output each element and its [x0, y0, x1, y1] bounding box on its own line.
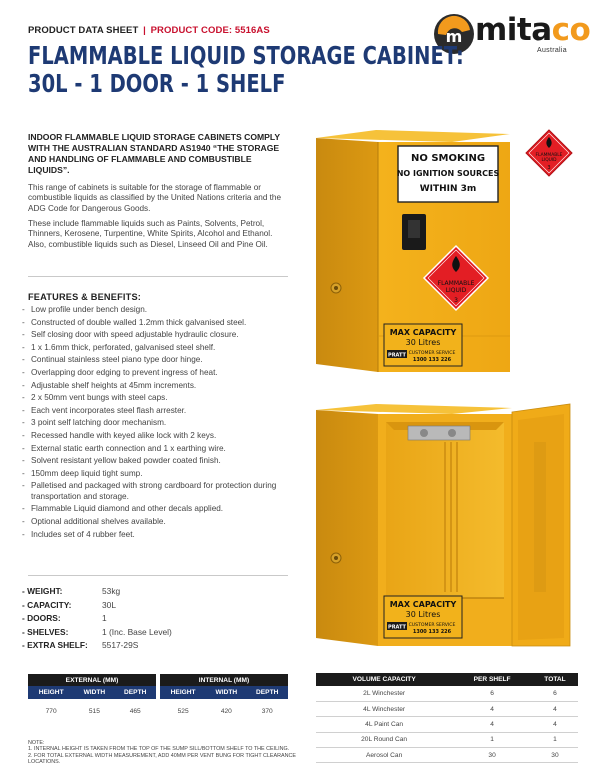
product-code: PRODUCT CODE: 5516AS	[150, 25, 270, 36]
capacity-cell: 30	[532, 748, 578, 763]
sign-line-3: WITHIN 3m	[419, 184, 477, 194]
spec-label: - WEIGHT:	[22, 586, 63, 596]
feature-item: - Low profile under bench design.	[22, 305, 290, 315]
feature-item: - Adjustable shelf heights at 45mm increments.	[22, 381, 290, 391]
capacity-cell: 6	[452, 686, 532, 701]
feature-item: - Flammable Liquid diamond and other decals applied.	[22, 504, 290, 514]
capacity-cell: 4	[452, 701, 532, 716]
brand-name: PRATT	[388, 624, 406, 631]
header-separator: |	[143, 25, 146, 36]
dim-column-header: HEIGHT	[28, 686, 74, 699]
table-row	[316, 732, 578, 747]
feature-item: - Continual stainless steel piano type door hinge.	[22, 355, 290, 365]
feature-item: - Includes set of 4 rubber feet.	[22, 530, 290, 540]
table-row	[316, 748, 578, 763]
features-list	[22, 305, 290, 542]
capacity-column-header: VOLUME CAPACITY	[316, 673, 452, 686]
table-row	[316, 701, 578, 716]
capacity-cell: Aerosol Can	[316, 748, 452, 763]
customer-service-phone: 1300 133 226	[412, 357, 452, 363]
spec-label: - CAPACITY:	[22, 599, 72, 610]
feature-item: - Constructed of double walled 1.2mm thick galvanised steel.	[22, 318, 290, 328]
intro-heading: INDOOR FLAMMABLE LIQUID STORAGE CABINETS COMPLY WITH THE AUSTRALIAN STANDARD AS1940 “THE STORAGE AND HANDLING OF FLAMMABLE AND COMBUSTIBLE LIQUIDS”.	[28, 132, 280, 175]
external-header: EXTERNAL (MM)	[28, 674, 156, 686]
dim-value: 770	[45, 707, 57, 715]
capacity-label-title: MAX CAPACITY	[389, 600, 457, 609]
feature-item: - 1 x 1.6mm thick, perforated, galvanised steel shelf.	[22, 343, 290, 353]
features-heading: FEATURES & BENEFITS:	[28, 292, 142, 302]
capacity-cell: 2L Winchester	[316, 686, 452, 701]
capacity-cell: 4	[452, 717, 532, 732]
sign-line-1: NO SMOKING	[410, 153, 486, 164]
notes-title: NOTE:	[28, 740, 45, 746]
notes	[28, 740, 308, 766]
capacity-label-value: 30 Litres	[405, 610, 441, 619]
divider	[28, 575, 288, 576]
feature-item: - Each vent incorporates steel flash arrester.	[22, 406, 290, 416]
note-line: 1. INTERNAL HEIGHT IS TAKEN FROM THE TOP OF THE SUMP SILL/BOTTOM SHELF TO THE CEILING.	[28, 746, 290, 753]
spec-label: - SHELVES:	[22, 626, 69, 637]
feature-item: - 150mm deep liquid tight sump.	[22, 469, 290, 479]
dim-column-header: WIDTH	[206, 686, 246, 699]
table-row	[316, 717, 578, 732]
diamond-class: 3	[454, 297, 458, 304]
closed-cabinet-image	[312, 128, 512, 376]
product-header	[28, 25, 270, 36]
dim-column-header: DEPTH	[246, 686, 288, 699]
cabinet-side	[316, 410, 378, 646]
spec-value: 5517-29S	[102, 640, 139, 650]
side-diamond-line-2: LIQUID	[541, 158, 557, 163]
dimensions-table	[28, 674, 288, 723]
flammable-liquid-diamond	[524, 128, 574, 178]
spec-value: 1	[102, 613, 107, 623]
table-row	[28, 699, 288, 723]
customer-service-phone: 1300 133 226	[412, 629, 452, 635]
diamond-line-2: LIQUID	[445, 287, 467, 294]
spec-label: - EXTRA SHELF:	[22, 640, 88, 650]
capacity-cell: 1	[452, 732, 532, 747]
intro-paragraph-1: This range of cabinets is suitable for the storage of flammable or combustible liquids as classified by the United Nations criteria and the ADG Code for Dangerous Goods.	[28, 183, 282, 213]
dim-value: 370	[261, 707, 273, 715]
capacity-cell: 1	[532, 732, 578, 747]
capacity-cell: 4L Winchester	[316, 701, 452, 716]
capacity-label-title: MAX CAPACITY	[389, 328, 457, 337]
sign-line-2: NO IGNITION SOURCES	[396, 169, 500, 178]
feature-item: - Self closing door with speed adjustable hydraulic closure.	[22, 330, 290, 340]
feature-item: - External static earth connection and 1 x earthing wire.	[22, 444, 290, 454]
capacity-cell: 20L Round Can	[316, 732, 452, 747]
dim-column-header: DEPTH	[114, 686, 156, 699]
intro-paragraph-2: These include flammable liquids such as Paints, Solvents, Petrol, Thinners, Kerosene, Turpentine, White Spirits, Alcohol and Ethanol. Also, combustible liquids such as Diesel, Linseed Oil and Pine Oil.	[28, 219, 273, 249]
capacity-cell: 6	[532, 686, 578, 701]
title-line-1: FLAMMABLE LIQUID STORAGE CABINET:	[28, 41, 464, 70]
feature-item: - Palletised and packaged with strong cardboard for protection during transportation and storage.	[22, 481, 290, 502]
diamond-line-1: FLAMMABLE	[437, 280, 475, 287]
side-diamond-class: 3	[547, 165, 551, 171]
logo-tagline: Australia	[537, 47, 567, 54]
capacity-cell: 30	[452, 748, 532, 763]
feature-item: - 2 x 50mm vent bungs with steel caps.	[22, 393, 290, 403]
dim-value: 420	[220, 707, 232, 715]
divider	[28, 276, 288, 277]
cabinet-side	[316, 138, 378, 372]
dim-value: 515	[88, 707, 100, 715]
table-row	[316, 686, 578, 701]
brand-name: PRATT	[388, 352, 406, 359]
svg-text:m: m	[445, 27, 463, 46]
feature-item: - Solvent resistant yellow baked powder coated finish.	[22, 456, 290, 466]
capacity-label-value: 30 Litres	[405, 338, 441, 347]
capacity-column-header: PER SHELF	[452, 673, 532, 686]
logo-wordmark: mitaco	[475, 12, 591, 48]
title-line-2: 30L - 1 DOOR - 1 SHELF	[28, 69, 286, 98]
dim-value: 465	[129, 707, 141, 715]
capacity-table	[316, 673, 578, 763]
page-title	[28, 42, 464, 98]
latch-mechanism	[408, 426, 470, 440]
customer-service-label: CUSTOMER SERVICE	[408, 623, 456, 628]
dim-column-header: WIDTH	[74, 686, 114, 699]
capacity-column-header: TOTAL	[532, 673, 578, 686]
feature-item: - Optional additional shelves available.	[22, 517, 290, 527]
spec-value: 53kg	[102, 586, 121, 596]
capacity-cell: 4	[532, 701, 578, 716]
customer-service-label: CUSTOMER SERVICE	[408, 351, 456, 356]
capacity-cell: 4L Paint Can	[316, 717, 452, 732]
dim-column-header: HEIGHT	[160, 686, 206, 699]
spec-label: - DOORS:	[22, 613, 61, 623]
capacity-cell: 4	[532, 717, 578, 732]
note-line: 2. FOR TOTAL EXTERNAL WIDTH MEASUREMENT, ADD 40MM PER VENT BUNG FOR TIGHT CLEARANCE LOCATIONS.	[28, 752, 296, 766]
feature-item: - Recessed handle with keyed alike lock with 2 keys.	[22, 431, 290, 441]
feature-item: - 3 point self latching door mechanism.	[22, 418, 290, 428]
spec-value: 1 (Inc. Base Level)	[102, 626, 172, 637]
side-diamond-line-1: FLAMMABLE	[535, 153, 563, 158]
spec-value: 30L	[102, 599, 116, 610]
internal-header: INTERNAL (MM)	[160, 674, 288, 686]
dim-value: 525	[177, 707, 189, 715]
open-cabinet-image	[312, 402, 574, 652]
feature-item: - Overlapping door edging to prevent ingress of heat.	[22, 368, 290, 378]
datasheet-label: PRODUCT DATA SHEET	[28, 25, 139, 36]
